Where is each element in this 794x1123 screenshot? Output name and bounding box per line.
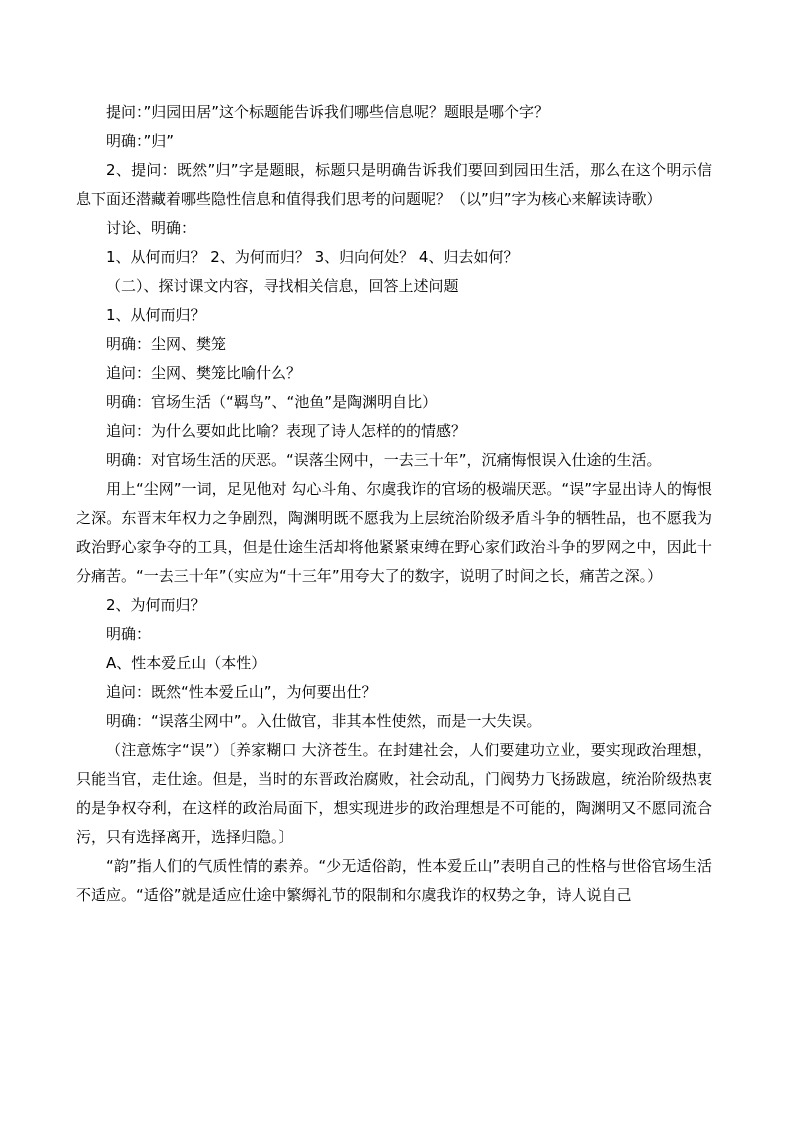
note-word-mistake: （注意炼字“误”）〔养家糊口 大济苍生。在封建社会，人们要建功立业，要实现政治理想，只能当官，走仕途。但是，当时的东晋政治腐败，社会动乱，门阀势力飞扬跋扈，统治阶级热衷的是争权夺利，在这样的政治局面下，想实现进步的政治理想是不可能的，陶渊明又不愿同流合污，只有选择离开，选择归隐。〕 <box>76 741 712 846</box>
followup-metaphor: 追问：尘网、樊笼比喻什么？ <box>106 364 302 382</box>
answer-dust-net: 明确：尘网、樊笼 <box>106 335 227 353</box>
discussion-label: 讨论、明确： <box>106 219 197 237</box>
point-a-nature: A、性本爱丘山（本性） <box>106 654 267 672</box>
document-body <box>76 98 712 910</box>
answer-title-eye: 明确：”归” <box>106 132 175 150</box>
section-heading-2: （二）、探讨课文内容，寻找相关信息，回答上述问题 <box>106 277 459 295</box>
answer-official-life: 明确：官场生活（“羁鸟”、“池鱼”是陶渊明自比） <box>106 393 438 411</box>
question-title-meaning: 提问：”归园田居”这个标题能告诉我们哪些信息呢？题眼是哪个字？ <box>106 103 550 121</box>
followup-why-office: 追问：既然“性本爱丘山”，为何要出仕？ <box>106 683 377 701</box>
answer-disgust: 明确：对官场生活的厌恶。“误落尘网中，一去三十年”，沉痛悔恨误入仕途的生活。 <box>106 451 662 469</box>
subheading-why-return: 2、为何而归？ <box>106 596 206 614</box>
subheading-from-where: 1、从何而归？ <box>106 306 206 324</box>
answer-label: 明确： <box>106 625 152 643</box>
question-hidden-info: 2、提问：既然”归”字是题眼，标题只是明确告诉我们要回到园田生活，那么在这个明示信息下面还潜藏着哪些隐性信息和值得我们思考的问题呢？（以”归”字为核心来解读诗歌） <box>76 161 712 208</box>
followup-emotion: 追问：为什么要如此比喻？表现了诗人怎样的的情感？ <box>106 422 467 440</box>
answer-mistake: 明确：“误落尘网中”。入仕做官，非其本性使然，而是一大失误。 <box>106 712 542 730</box>
analysis-dust-net: 用上“尘网”一词，足见他对 勾心斗角、尔虞我诈的官场的极端厌恶。“误”字显出诗人的悔恨之深。东晋末年权力之争剧烈，陶渊明既不愿我为上层统治阶级矛盾斗争的牺牲品，也不愿我为政治野心家争夺的工具，但是仕途生活却将他紧紧束缚在野心家们政治斗争的罗网之中，因此十分痛苦。“一去三十年”（实应为“十三年”用夸大了的数字，说明了时间之长，痛苦之深。） <box>76 480 712 585</box>
four-questions: 1、从何而归？ 2、为何而归？ 3、归向何处？ 4、归去如何？ <box>106 248 519 266</box>
analysis-temperament: “韵”指人们的气质性情的素养。“少无适俗韵，性本爱丘山”表明自己的性格与世俗官场生活不适应。“适俗”就是适应仕途中繁缛礼节的限制和尔虞我诈的权势之争，诗人说自己 <box>76 857 712 904</box>
